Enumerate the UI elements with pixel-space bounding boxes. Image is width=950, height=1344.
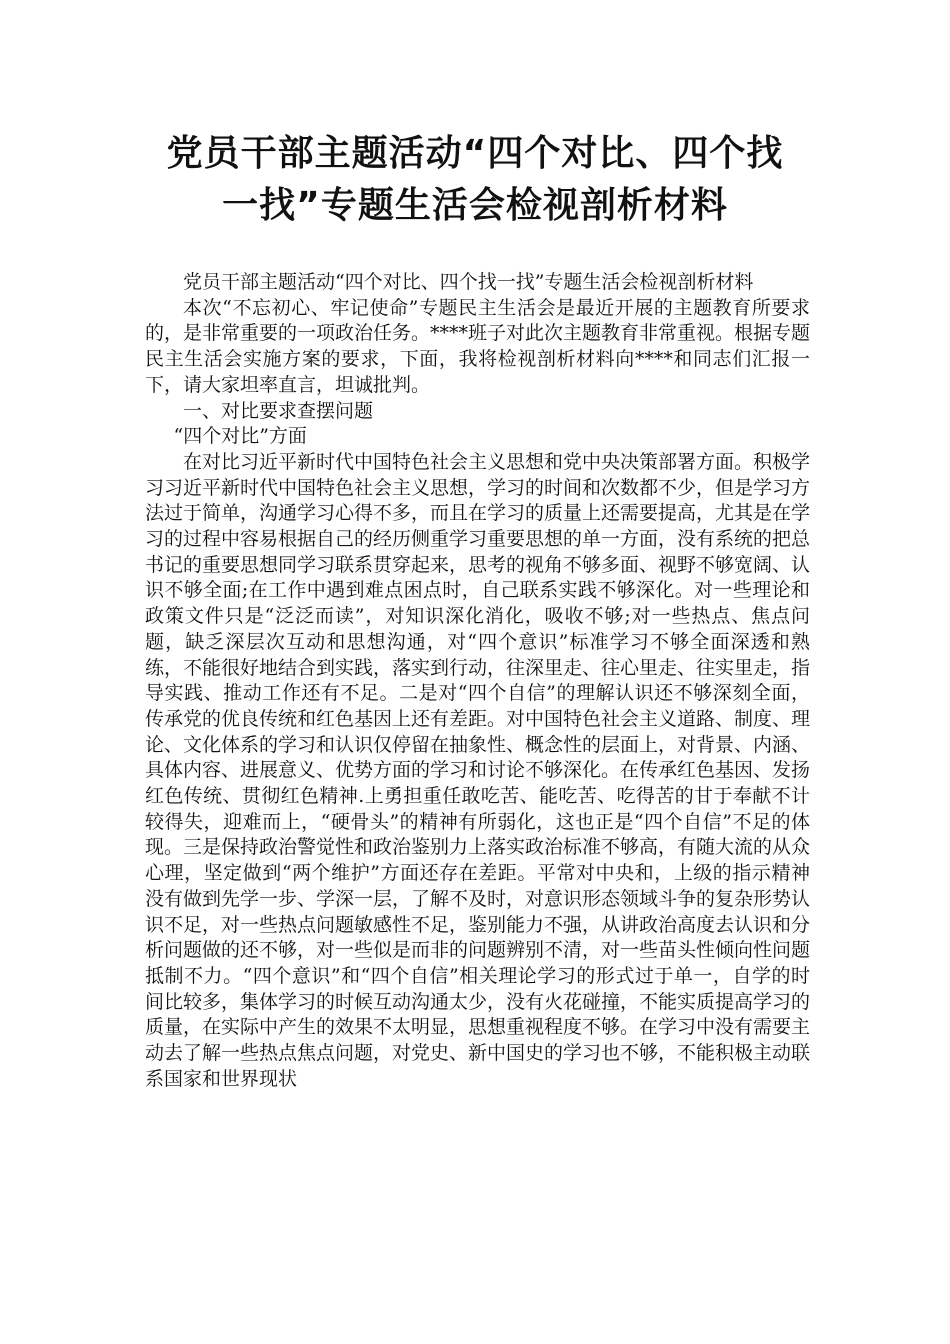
- title-line-1: 党员干部主题活动“四个对比、四个找: [166, 133, 784, 174]
- section-heading: 一、对比要求查摆问题: [183, 399, 374, 422]
- title-line-2: 一找”专题生活会检视剖析材料: [222, 185, 728, 226]
- paragraph-subtitle: 党员干部主题活动“四个对比、四个找一找”专题生活会检视剖析材料: [183, 271, 754, 293]
- paragraph-intro: 本次“不忘初心、牢记使命”专题民主生活会是最近开展的主题教育所要求的，是非常重要的一项政治任务。****班子对此次主题教育非常重视。根据专题民主生活会实施方案的要求，下面，我将检视剖析材料向****和同志们汇报一下，请大家坦率直言，坦诚批判。: [145, 296, 811, 396]
- subsection-heading: “四个对比”方面: [173, 425, 307, 448]
- document-body: [145, 270, 810, 1093]
- paragraph-main: 在对比习近平新时代中国特色社会主义思想和党中央决策部署方面。积极学习习近平新时代中国特色社会主义思想，学习的时间和次数都不少，但是学习方法过于简单，沟通学习心得不多，而且在学习的质量上还需要提高，尤其是在学习的过程中容易根据自己的经历侧重学习重要思想的单一方面，没有系统的把总书记的重要思想同学习联系贯穿起来，思考的视角不够多面、视野不够宽阔、认识不够全面;在工作中遇到难点困点时，自己联系实践不够深化。对一些理论和政策文件只是“泛泛而读”，对知识深化消化，吸收不够;对一些热点、焦点问题，缺乏深层次互动和思想沟通，对“四个意识”标准学习不够全面深透和熟练，不能很好地结合到实践，落实到行动，往深里走、往心里走、往实里走，指导实践、推动工作还有不足。二是对“四个自信”的理解认识还不够深刻全面，传承党的优良传统和红色基因上还有差距。对中国特色社会主义道路、制度、理论、文化体系的学习和认识仅停留在抽象性、概念性的层面上，对背景、内涵、具体内容、进展意义、优势方面的学习和讨论不够深化。在传承红色基因、发扬红色传统、贯彻红色精神.上勇担重任敢吃苦、能吃苦、吃得苦的甘于奉献不计较得失，迎难而上，“硬骨头”的精神有所弱化，这也正是“四个自信”不足的体现。三是保持政治警觉性和政治鉴别力上落实政治标准不够高，有随大流的从众心理，坚定做到“两个维护”方面还存在差距。平常对中央和，上级的指示精神没有做到先学一步、学深一层，了解不及时，对意识形态领域斗争的复杂形势认识不足，对一些热点问题敏感性不足，鉴别能力不强，从讲政治高度去认识和分析问题做的还不够，对一些似是而非的问题辨别不清，对一些苗头性倾向性问题抵制不力。“四个意识”和“四个自信”相关理论学习的形式过于单一，自学的时间比较多，集体学习的时候互动沟通太少，没有火花碰撞，不能实质提高学习的质量，在实际中产生的效果不太明显，思想重视程度不够。在学习中没有需要主动去了解一些热点焦点问题，对党史、新中国史的学习也不够，不能积极主动联系国家和世界现状: [145, 450, 811, 1090]
- document-title: [100, 128, 850, 232]
